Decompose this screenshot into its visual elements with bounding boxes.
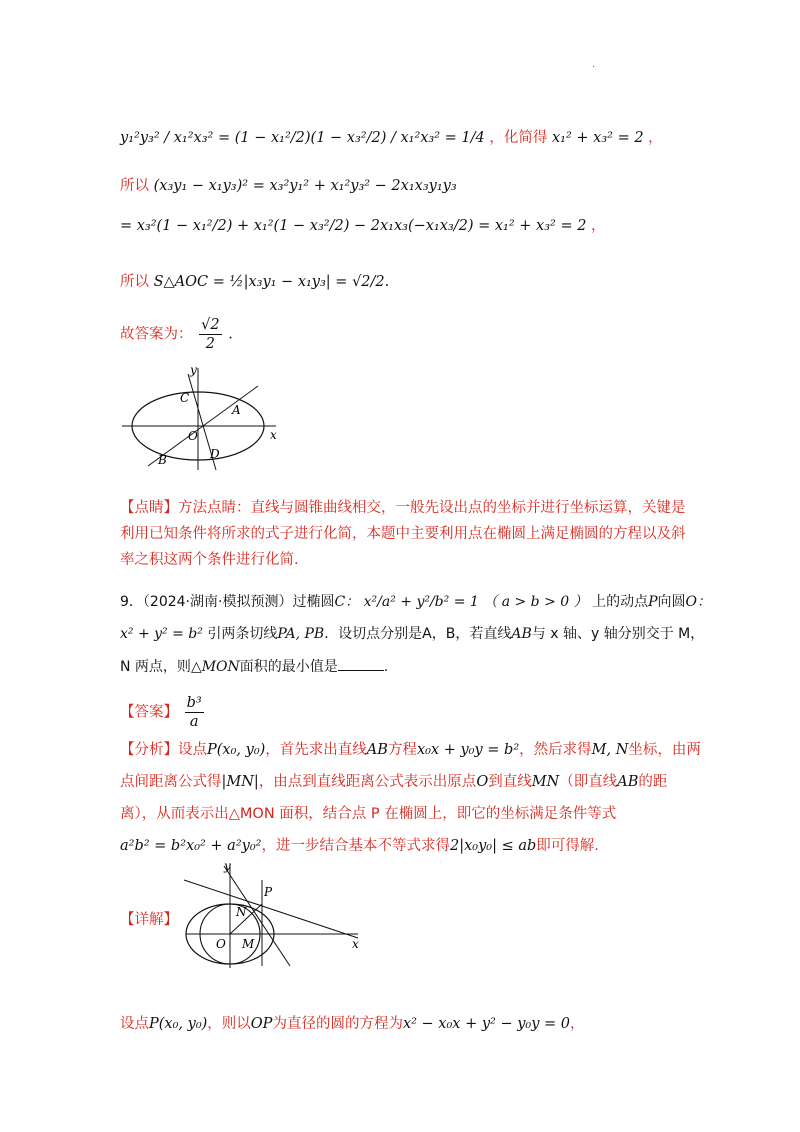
inequality: 2|x₀y₀| ≤ ab <box>449 838 537 854</box>
fraction-numerator: b³ <box>186 695 202 711</box>
comment-line-3 <box>120 550 299 570</box>
analysis-text: ，由点到直线距离公式表示出原点 <box>258 774 477 790</box>
period: . <box>228 326 233 343</box>
last-line <box>120 1014 585 1034</box>
analysis-text: 坐标，由两 <box>628 742 701 758</box>
cross-product-formula: (x₃y₁ − x₁y₃)² = x₃²y₁² + x₁²y₃² − 2x₁x₃y₁y₃ <box>153 178 457 194</box>
label-o: O <box>216 937 226 951</box>
point-p0: P(x₀, y₀) <box>149 1016 208 1032</box>
detail-tag: 【详解】 <box>120 912 178 928</box>
analysis-text: 方程 <box>387 742 417 758</box>
comma: ， <box>570 1016 585 1032</box>
analysis-line-2 <box>120 772 667 792</box>
circle-equation: x² + y² = b² <box>120 626 203 642</box>
simplify-text: ，化简得 <box>489 130 548 146</box>
analysis-line-1 <box>120 740 701 760</box>
label-y: y <box>190 363 197 377</box>
question-9-line-3 <box>120 656 388 677</box>
answer-prefix: 故答案为： <box>120 326 193 343</box>
answer-fraction <box>199 316 221 353</box>
comment-text-1: 方法点睛：直线与圆锥曲线相交，一般先设出点的坐标并进行坐标运算，关键是 <box>178 500 686 516</box>
point-p0: P(x₀, y₀) <box>207 742 266 758</box>
detail-text: ，则以 <box>207 1016 251 1032</box>
ratio-formula: y₁²y₃² / x₁²x₃² = (1 − x₁²/2)(1 − x₃²/2) / x₁²x₃² = 1/4 <box>120 130 485 146</box>
fraction-denominator: a <box>189 714 199 730</box>
label-p: P <box>264 885 273 899</box>
formula-line-3 <box>120 216 606 236</box>
expansion-formula: = x₃²(1 − x₁²/2) + x₁²(1 − x₃²/2) − 2x₁x₃(−x₁x₃/2) = x₁² + x₃² = 2 <box>120 218 587 234</box>
ellipse-equation: x²/a² + y²/b² = 1 <box>363 594 479 610</box>
comma: ， <box>591 218 606 234</box>
line-ab-label: AB <box>617 774 639 790</box>
label-y: y <box>224 859 231 873</box>
comment-line-1 <box>120 498 686 518</box>
comma: ， <box>648 130 663 146</box>
analysis-text: 离），从而表示出△MON 面积，结合点 P 在椭圆上，即它的坐标满足条件等式 <box>120 806 617 822</box>
label-x: x <box>270 428 277 442</box>
line-ab <box>224 866 290 966</box>
line-ab-label: AB <box>511 626 532 642</box>
answer-tag: 【答案】 <box>120 704 178 721</box>
question-9-line-2 <box>120 624 704 644</box>
ellipse-label: C： <box>334 594 360 610</box>
area-formula: S△AOC = ½|x₃y₁ − x₁y₃| = √2/2. <box>153 274 390 290</box>
ellipse-figure-2 <box>178 858 368 970</box>
question-text: 面积的最小值是 <box>239 659 338 675</box>
analysis-text: 到直线 <box>488 774 532 790</box>
point-p: P <box>648 594 658 610</box>
comment-line-2 <box>120 524 686 544</box>
analysis-line-4 <box>120 836 599 856</box>
analysis-text: ，然后求得 <box>519 742 592 758</box>
area-line <box>120 272 389 292</box>
label-c: C <box>180 391 190 405</box>
segment-op-label: OP <box>250 1016 273 1032</box>
question-9-line-1 <box>120 592 711 612</box>
detail-text: 为直径的圆的方程为 <box>272 1016 403 1032</box>
question-text: N 两点，则 <box>120 659 191 675</box>
label-x: x <box>352 937 359 951</box>
formula-line-1 <box>120 128 663 148</box>
line-mn-label: MN <box>531 774 560 790</box>
comment-tag: 【点睛】 <box>120 500 178 516</box>
analysis-text: ，首先求出直线 <box>265 742 367 758</box>
comment-text-2: 利用已知条件将所求的式子进行化简，本题中主要利用点在椭圆上满足椭圆的方程以及斜 <box>120 526 686 542</box>
line-ab-equation: x₀x + y₀y = b² <box>416 742 520 758</box>
label-a: A <box>232 403 241 417</box>
fraction-numerator: √2 <box>201 317 220 333</box>
detail-line <box>120 910 178 930</box>
prefix-text: 所以 <box>120 178 149 194</box>
ellipse-figure-1 <box>118 362 288 472</box>
prefix-text: 所以 <box>120 274 149 290</box>
comment-text-3: 率之积这两个条件进行化简. <box>120 552 299 568</box>
circle-label: O： <box>685 594 711 610</box>
answer-section <box>120 694 206 731</box>
analysis-text: 点间距离公式得 <box>120 774 222 790</box>
tangent-lines: PA, PB <box>277 626 325 642</box>
question-text: ．设切点分别是A，B，若直线 <box>324 626 512 642</box>
origin-o: O <box>476 774 489 790</box>
line-ab-label: AB <box>366 742 388 758</box>
question-number: 9． <box>120 594 143 610</box>
analysis-tag: 【分析】 <box>120 742 178 758</box>
points-mn: M, N <box>591 742 629 758</box>
triangle-mon: △MON <box>190 659 240 675</box>
question-text: 引两条切线 <box>207 626 278 642</box>
question-text: 与 x 轴、y 轴分别交于 M， <box>531 626 705 642</box>
formula-line-2 <box>120 176 457 196</box>
analysis-line-3 <box>120 804 616 824</box>
label-o: O <box>188 429 198 443</box>
question-text: 上的动点 <box>592 594 649 610</box>
ellipse-condition: （ a > b > 0 ） <box>483 594 588 610</box>
answer-line <box>120 316 233 353</box>
answer-blank <box>338 656 384 671</box>
simplified-result: x₁² + x₃² = 2 <box>551 130 644 146</box>
analysis-text: （即直线 <box>559 774 618 790</box>
analysis-text: 设点 <box>178 742 207 758</box>
fraction-denominator: 2 <box>205 336 215 352</box>
label-n: N <box>236 905 247 919</box>
detail-text: 设点 <box>120 1016 149 1032</box>
ellipse-condition-equation: a²b² = b²x₀² + a²y₀² <box>120 838 262 854</box>
question-source: （2024·湖南·模拟预测）过椭圆 <box>142 594 335 610</box>
analysis-text: ，进一步结合基本不等式求得 <box>261 838 450 854</box>
circle-op-equation: x² − x₀x + y² − y₀y = 0 <box>402 1016 571 1032</box>
analysis-text: 即可得解. <box>536 838 599 854</box>
analysis-text: 的距 <box>638 774 668 790</box>
question-text: 向圆 <box>657 594 686 610</box>
label-b: B <box>158 453 167 467</box>
answer-value <box>185 694 204 731</box>
header-mark: · <box>592 62 596 73</box>
label-d: D <box>210 447 220 461</box>
label-m: M <box>242 937 255 951</box>
period: . <box>383 659 389 675</box>
distance-mn: |MN| <box>221 774 259 790</box>
